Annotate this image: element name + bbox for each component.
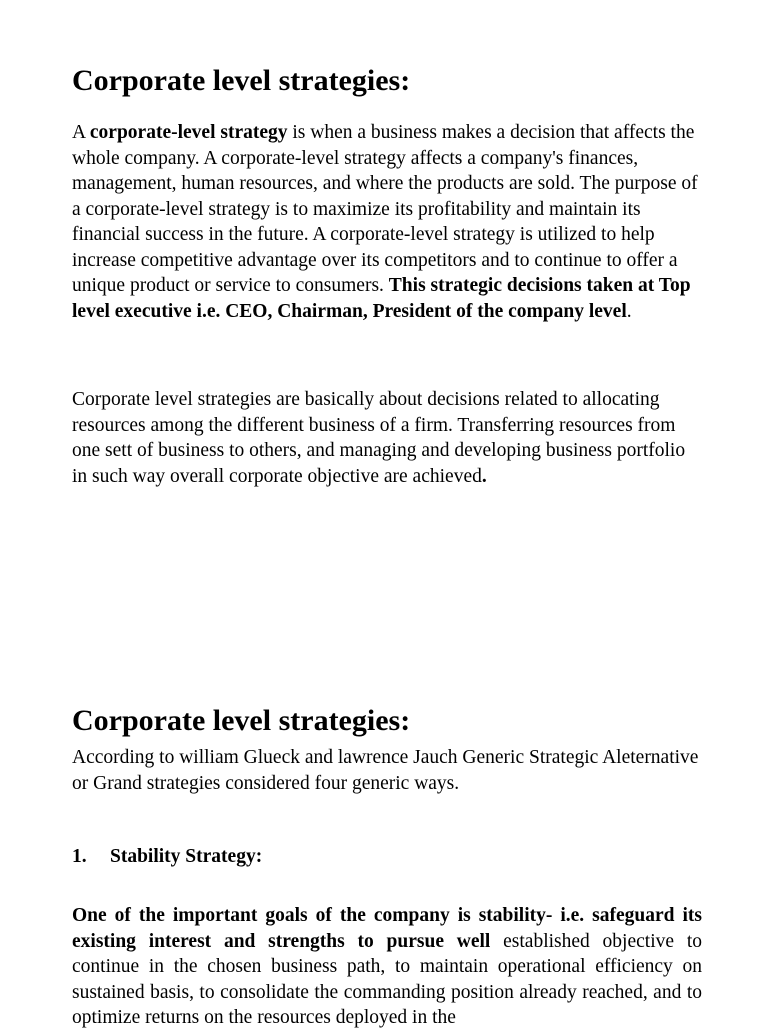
paragraph-end: .: [626, 300, 632, 322]
paragraph-end: .: [481, 465, 487, 487]
list-number: 1.: [72, 846, 87, 867]
paragraph-body: Corporate level strategies are basically about decisions related to allocating resources among the different business of a firm. Transferring resources from one sett of business to others, and managing and developing business portfolio in such way overall corporate objective are achieved: [72, 389, 686, 487]
paragraph-body: established objective to continue in the chosen business path, to maintain operational efficiency on sustained basis, to consolidate the commanding position already reached, and to optimize returns on the resources deployed in the: [72, 930, 702, 1028]
paragraph-body: is when a business makes a decision that affects the whole company. A corporate-level strategy affects a company's finances, management, human resources, and where the products are sold. The purpose of a corporate-level strategy is to maximize its profitability and maintain its financial success in the future. A corporate-level strategy is utilized to help increase competitive advantage over its competitors and to continue to offer a unique product or service to consumers.: [72, 122, 698, 296]
section-heading-1: Corporate level strategies:: [72, 64, 411, 97]
emphasis-top-level: This strategic decisions taken at Top level executive i.e. CEO, Chairman, President of the company level: [72, 275, 691, 322]
list-title: Stability Strategy:: [110, 846, 263, 867]
paragraph-resources: [72, 387, 702, 489]
paragraph-stability: [72, 903, 702, 1031]
emphasis-stability: One of the important goals of the company is stability- i.e. safeguard its existing interest and strengths to pursue well: [72, 905, 702, 952]
paragraph-lead: A: [72, 122, 90, 143]
list-item-stability: [72, 844, 262, 870]
paragraph-intro: According to william Glueck and lawrence Jauch Generic Strategic Aleternative or Grand strategies considered four generic ways.: [72, 747, 699, 794]
paragraph-definition: [72, 120, 702, 324]
section-heading-2: Corporate level strategies:: [72, 704, 411, 737]
term-corporate-level-strategy: corporate-level strategy: [89, 122, 288, 143]
